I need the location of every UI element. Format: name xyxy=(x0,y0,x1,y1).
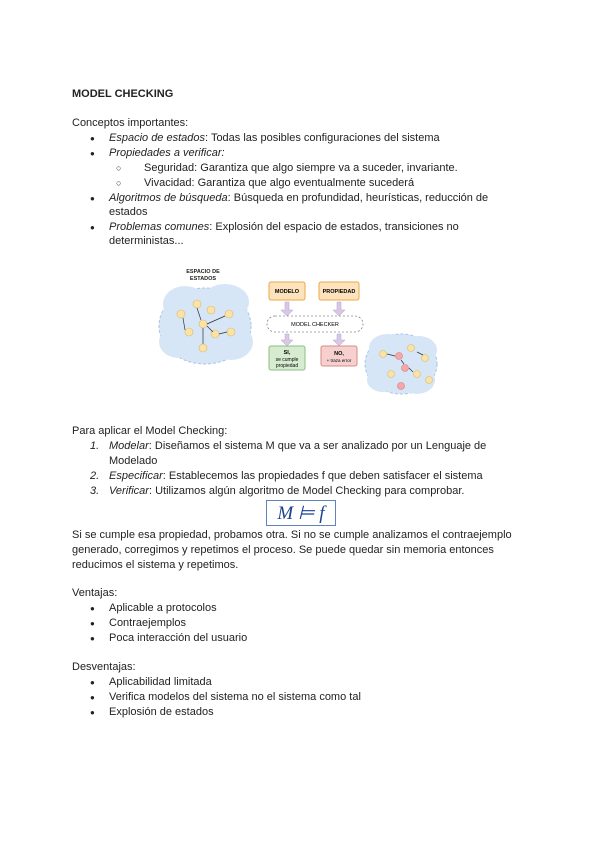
step-item: Especificar: Establecemos las propiedades f que deben satisfacer el sistema xyxy=(109,470,483,482)
yes-result: propiedad xyxy=(275,363,299,369)
bullet-icon: ● xyxy=(90,693,95,702)
satisfaction-formula: M ⊨ f xyxy=(266,500,336,526)
result-paragraph-line: generado, corregimos y repetimos el proceso. Se puede quedar sin memoria entonces xyxy=(72,544,494,556)
bullet-icon: ● xyxy=(90,634,95,643)
sub-property-item: Vivacidad: Garantiza que algo eventualmente sucederá xyxy=(144,177,415,189)
advantage-item: Contraejemplos xyxy=(109,617,187,629)
state-space-label: ESTADOS xyxy=(189,276,217,282)
concept-item: Algoritmos de búsqueda: Búsqueda en profundidad, heurísticas, reducción de xyxy=(109,192,489,204)
no-result: NO, xyxy=(334,351,344,357)
disadvantage-item: Explosión de estados xyxy=(109,706,214,718)
bullet-icon: ● xyxy=(90,604,95,613)
sub-property-item: Seguridad: Garantiza que algo siempre va a suceder, invariante. xyxy=(144,162,458,174)
state-space-label: ESPACIO DE xyxy=(186,269,220,275)
step-item: Modelar: Diseñamos el sistema M que va a ser analizado por un Lenguaje de xyxy=(109,440,487,452)
step-number: 3. xyxy=(90,485,100,497)
bullet-icon: ● xyxy=(90,619,95,628)
bullet-icon: ● xyxy=(90,149,95,158)
disadvantages-heading: Desventajas: xyxy=(72,661,136,673)
step-item: Verificar: Utilizamos algún algoritmo de Model Checking para comprobar. xyxy=(109,485,465,497)
advantage-item: Aplicable a protocolos xyxy=(109,602,217,614)
model-checker-label: MODEL CHECKER xyxy=(291,322,339,328)
concept-item: Propiedades a verificar: xyxy=(109,147,225,159)
advantage-item: Poca interacción del usuario xyxy=(109,632,248,644)
advantages-heading: Ventajas: xyxy=(72,587,118,599)
step-number: 1. xyxy=(90,440,100,452)
step-item-continuation: Modelado xyxy=(109,455,158,467)
concept-item-continuation: deterministas... xyxy=(109,235,184,247)
result-paragraph-line: Si se cumple esa propiedad, probamos otra. Si no se cumple analizamos el contraejemplo xyxy=(72,529,512,541)
bullet-icon: ● xyxy=(90,678,95,687)
bullet-icon: ● xyxy=(90,134,95,143)
circle-bullet-icon: ○ xyxy=(116,178,122,188)
bullet-icon: ● xyxy=(90,223,95,232)
step-number: 2. xyxy=(90,470,100,482)
concept-item-continuation: estados xyxy=(109,206,148,218)
bullet-icon: ● xyxy=(90,708,95,717)
page-title: MODEL CHECKING xyxy=(72,88,174,100)
disadvantage-item: Aplicabilidad limitada xyxy=(109,676,212,688)
result-paragraph-line: reducimos el sistema y repetimos. xyxy=(72,559,239,571)
circle-bullet-icon: ○ xyxy=(116,163,122,173)
yes-result: SI, xyxy=(283,350,291,356)
concept-item: Problemas comunes: Explosión del espacio de estados, transiciones no xyxy=(109,221,459,233)
no-result: + traza error xyxy=(326,358,352,363)
propiedad-box: PROPIEDAD xyxy=(322,289,356,295)
modelo-box: MODELO xyxy=(274,289,300,295)
yes-result: se cumple xyxy=(275,357,299,363)
apply-heading: Para aplicar el Model Checking: xyxy=(72,425,228,437)
concept-item: Espacio de estados: Todas las posibles configuraciones del sistema xyxy=(109,132,440,144)
bullet-icon: ● xyxy=(90,194,95,203)
model-checking-diagram xyxy=(155,262,445,400)
concepts-heading: Conceptos importantes: xyxy=(72,117,189,129)
disadvantage-item: Verifica modelos del sistema no el sistema como tal xyxy=(109,691,361,703)
